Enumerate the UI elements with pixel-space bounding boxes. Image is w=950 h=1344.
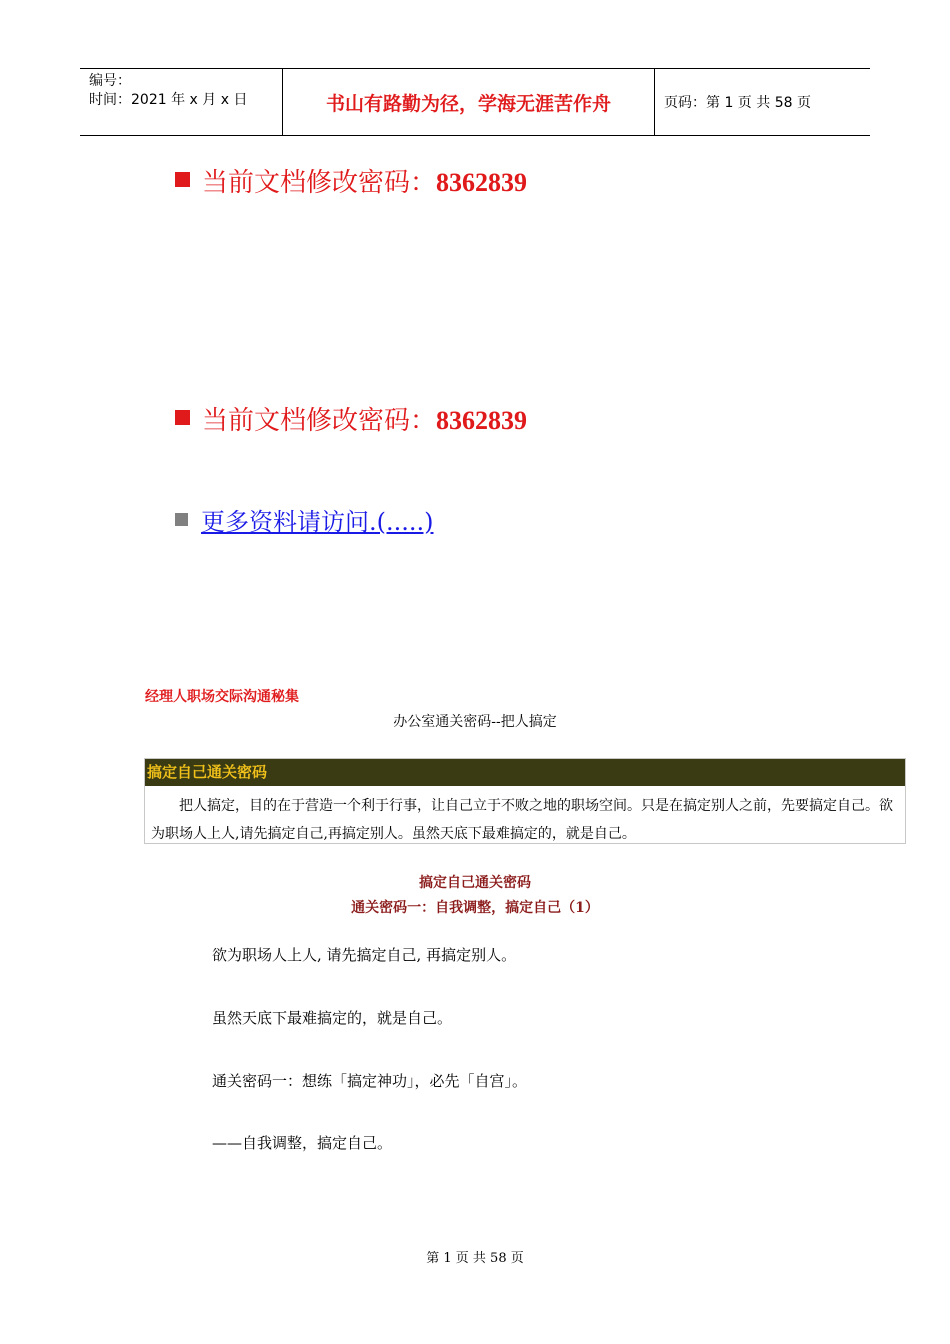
header-page-info: 页码：第 1 页 共 58 页 — [664, 95, 811, 111]
section-subtitle: 通关密码一：自我调整，搞定自己（1） — [351, 900, 599, 916]
header-number-label: 编号： — [89, 73, 131, 89]
password-value: 8362839 — [436, 406, 528, 435]
intro-box — [144, 758, 906, 844]
more-info-link[interactable]: 更多资料请访问.(.....) — [201, 508, 434, 536]
section-title: 搞定自己通关密码 — [419, 875, 531, 891]
password-label: 当前文档修改密码： — [202, 168, 437, 198]
document-subtitle: 办公室通关密码--把人搞定 — [393, 714, 557, 730]
more-info-line — [175, 506, 434, 538]
red-square-bullet-icon — [175, 172, 190, 187]
intro-box-body: 把人搞定，目的在于营造一个利于行事，让自己立于不败之地的职场空间。只是在搞定别人之前，先要搞定自己。欲为职场人上人,请先搞定自己,再搞定别人。虽然天底下最难搞定的，就是自己。 — [151, 798, 893, 842]
body-paragraph: ——自我调整，搞定自己。 — [212, 1134, 393, 1152]
series-title: 经理人职场交际沟通秘集 — [145, 689, 299, 705]
header-motto: 书山有路勤为径，学海无涯苦作舟 — [282, 69, 655, 135]
body-paragraph: 虽然天底下最难搞定的，就是自己。 — [212, 1009, 453, 1027]
password-line-2 — [175, 404, 527, 438]
password-line-1 — [175, 166, 527, 200]
page-header — [80, 68, 870, 136]
gray-square-bullet-icon — [175, 513, 188, 526]
password-value: 8362839 — [436, 168, 528, 197]
body-paragraph: 欲为职场人上人, 请先搞定自己, 再搞定别人。 — [212, 946, 517, 964]
header-date-label: 时间：2021 年 x 月 x 日 — [89, 92, 248, 108]
body-paragraph: 通关密码一：想练「搞定神功」，必先「自宫」。 — [212, 1072, 528, 1090]
password-label: 当前文档修改密码： — [202, 406, 437, 436]
red-square-bullet-icon — [175, 410, 190, 425]
header-meta — [80, 69, 282, 135]
page-footer: 第 1 页 共 58 页 — [426, 1251, 524, 1266]
intro-box-heading: 搞定自己通关密码 — [145, 759, 905, 786]
